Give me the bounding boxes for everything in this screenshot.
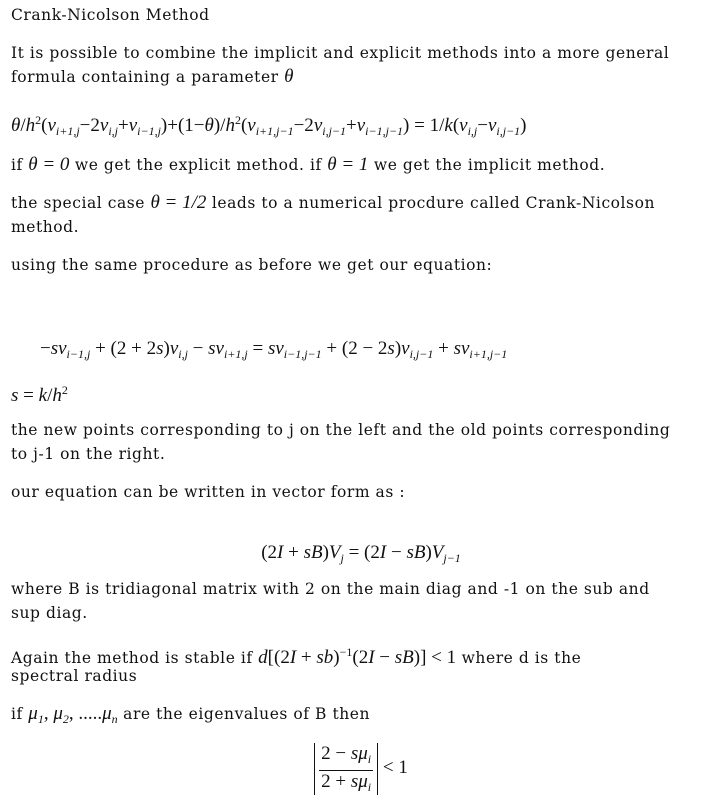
eigenvalue-line: if $\mu_1$, $\mu_2$, $.....\mu_n$ are the eigenvalues of B then [11, 703, 371, 726]
procedure-line: using the same procedure as before we get our equation: [11, 256, 493, 274]
page-title: Crank-Nicolson Method [11, 6, 210, 24]
intro-line-1: It is possible to combine the implicit and explicit methods into a more general [11, 44, 670, 62]
tridiagonal-line-2: sup diag. [11, 604, 88, 622]
spectral-radius-expr: d[(2I + sb)$^{-1}$(2I − sB)] < 1 [258, 645, 457, 668]
crank-nicolson-equation: $-sv_{i-1,j} + (2 + 2s)v_{i,j} - sv_{i+1,j} = sv_{i-1,j-1} + (2 - 2s)v_{i,j-1} + sv_{i+1,j-1}$ [40, 338, 508, 361]
theta-zero-expr: θ = 0 [28, 154, 70, 175]
eigen-fraction: $\frac{2 - s\mu_i}{2 + s\mu_i}$ [321, 742, 372, 794]
theta-cases-line: if θ = 0 we get the explicit method. if θ = 1 we get the implicit method. [11, 154, 606, 175]
special-case-line-1: the special case θ = 1/2 leads to a numerical procdure called Crank-Nicolson [11, 192, 655, 213]
s-definition: $s = k/h^2$ [11, 383, 68, 406]
less-than-one: < 1 [382, 757, 408, 778]
tridiagonal-line-1: where B is tridiagonal matrix with 2 on the main diag and -1 on the sub and [11, 580, 650, 598]
mu-list: $\mu_1$, $\mu_2$, $.....\mu_n$ [28, 703, 118, 726]
theta-scheme-equation: $\theta/h^2(v_{i+1,j}-2v_{i,j}+v_{i-1,j})+(1-\theta)/h^2(v_{i+1,j-1}-2v_{i,j-1}+v_{i-1,j-1}) = 1/k(v_{i,j}-v_{i,j-1})$ [11, 113, 527, 138]
points-line-2: to j-1 on the right. [11, 445, 166, 463]
vector-form-line: our equation can be written in vector form as : [11, 483, 406, 501]
intro-line-2 [11, 65, 701, 89]
stability-inequality [11, 742, 711, 795]
stability-line-1: Again the method is stable if d[(2I + sb)$^{-1}$(2I − sB)] < 1 where d is the [11, 645, 582, 668]
theta-half-expr: θ = 1/2 [150, 192, 207, 213]
vector-equation: $(2I + sB)V_j = (2I - sB)V_{j-1}$ [261, 542, 461, 565]
special-case-line-2: method. [11, 218, 80, 236]
stability-line-2: spectral radius [11, 667, 138, 685]
intro-line-2-text: formula containing a parameter [11, 68, 285, 86]
points-line-1: the new points corresponding to j on the left and the old points corresponding [11, 421, 671, 439]
theta-symbol: θ [284, 66, 294, 87]
theta-one-expr: θ = 1 [327, 154, 369, 175]
absolute-value-bars [314, 743, 378, 795]
